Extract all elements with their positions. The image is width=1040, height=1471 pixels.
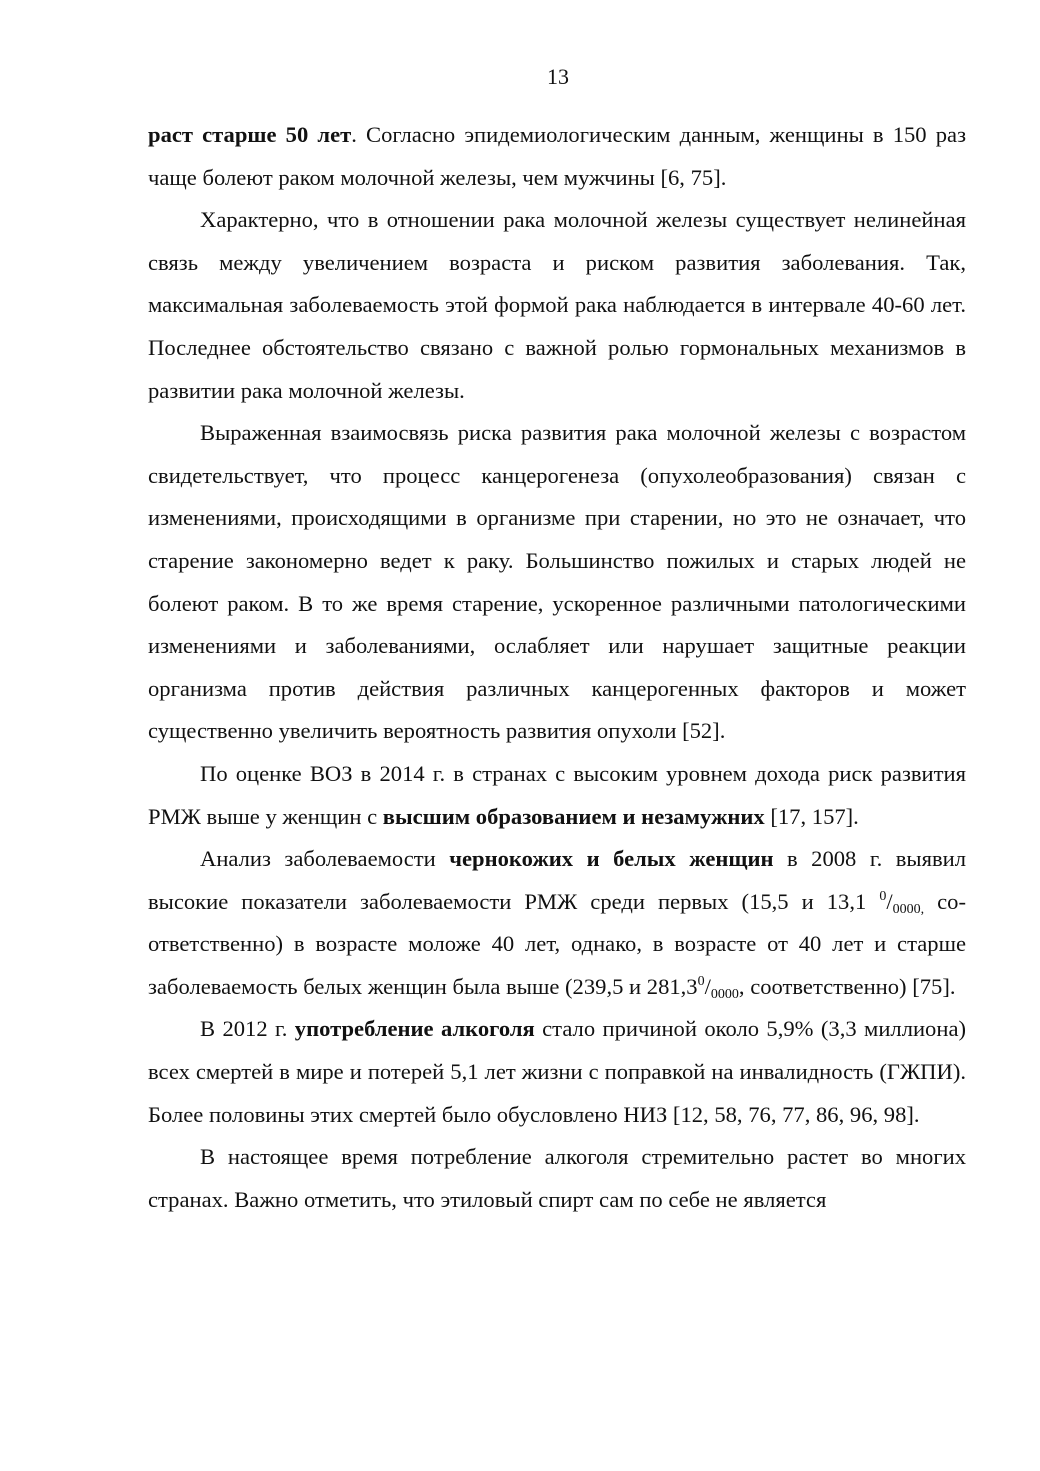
- bold-text: употребление алкоголя: [294, 1016, 535, 1042]
- paragraph-p3: [148, 412, 966, 753]
- text-run: /: [704, 973, 711, 999]
- bold-text: раст старше 50 лет: [148, 122, 352, 147]
- text-run: Выраженная взаимосвязь риска развития рака молочной железы с возрастом свидетельствует, что процесс канцерогенеза (опухолеобразования) связан с изменениями, происходящими в организме при старении, но это не означает, что старение закономерно ведет к раку. Большинство пожилых и старых людей не болеют раком. В то же время старение, ускоренное различными патологическими изменениями и заболеваниями, ослабляет или нарушает защитные реакции организма против действия различных канцерогенных факторов и может существенно увеличить вероятность развития опухоли [52].: [148, 420, 966, 744]
- text-run: /: [886, 888, 893, 914]
- paragraph-p2: [148, 199, 966, 412]
- text-run: в 2008 г. выявил высокие показатели заболеваемости РМЖ среди первых (15,5 и 13,1: [148, 846, 966, 914]
- superscript: 0: [697, 973, 705, 989]
- bold-text: чернокожих и белых женщин: [449, 846, 774, 872]
- text-run: В настоящее время потребление алкоголя стремительно растет во многих странах. Важно отметить, что этиловый спирт сам по себе не является: [148, 1144, 966, 1212]
- text-run: По оценке ВОЗ в 2014 г. в странах с высоким уровнем дохода риск развития РМЖ выше у женщин с: [148, 760, 966, 829]
- paragraph-p5: [148, 838, 966, 1008]
- text-run: . Согласно эпидемиологическим данным, женщины в 150 раз чаще болеют раком молочной железы, чем мужчины [6, 75].: [148, 122, 966, 190]
- superscript: 0: [879, 888, 887, 904]
- paragraph-p4: [148, 753, 966, 838]
- paragraph-p6: [148, 1008, 966, 1136]
- text-run: Анализ заболеваемости: [200, 846, 450, 872]
- text-run: [17, 157].: [764, 803, 859, 829]
- text-run: стало причиной около 5,9% (3,3 миллиона) всех смертей в мире и потерей 5,1 лет жизни с поправкой на инвалидность (ГЖПИ). Более половины этих смертей было обусловлено НИЗ [12, 58, 76, 77, 86, 96, 98].: [148, 1016, 966, 1127]
- subscript: 0000,: [892, 901, 925, 917]
- page-number: 13: [547, 64, 569, 89]
- subscript: 0000: [710, 986, 739, 1002]
- paragraph-p1: [148, 114, 966, 199]
- document-body: [148, 114, 966, 1221]
- paragraph-p7: [148, 1136, 966, 1221]
- bold-text: высшим образованием и незамужних: [382, 803, 765, 829]
- text-run: В 2012 г.: [200, 1016, 295, 1042]
- text-run: соответственно) в возрасте моложе 40 лет, однако, в возрасте от 40 лет и старше заболеваемость белых женщин была выше (239,5 и 281,3: [148, 888, 966, 999]
- text-run: Характерно, что в отношении рака молочной железы существует нелинейная связь между увеличением возраста и риском развития заболевания. Так, максимальная заболеваемость этой формой рака наблюдается в интервале 40-60 лет. Последнее обстоятельство связано с важной ролью гормональных механизмов в развитии рака молочной железы.: [148, 207, 966, 403]
- text-run: , соответственно) [75].: [738, 973, 956, 999]
